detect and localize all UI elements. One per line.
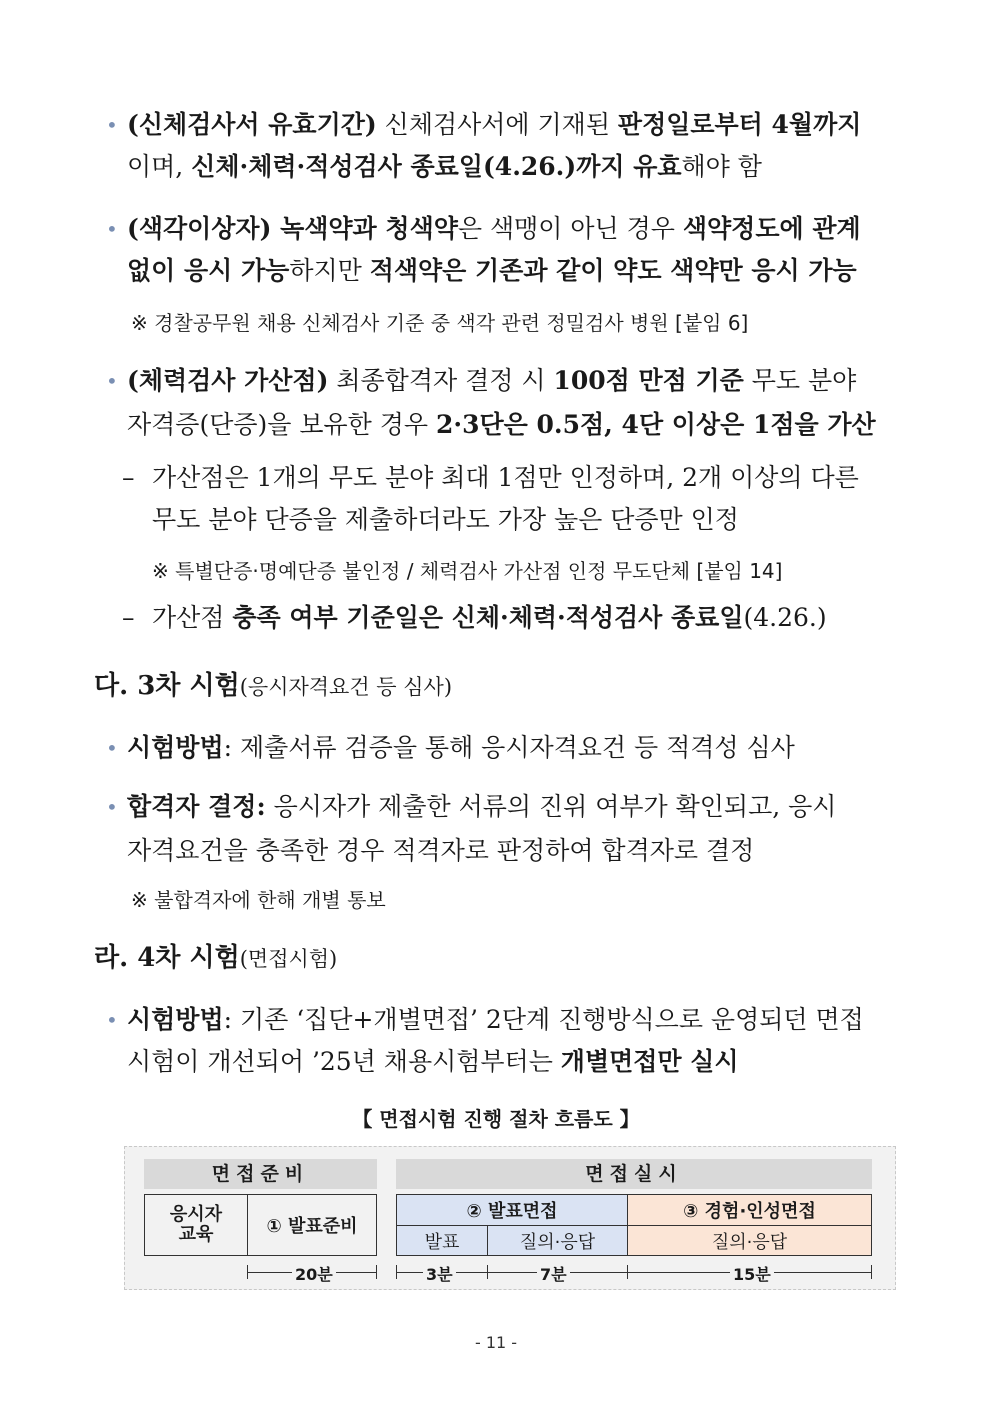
bullet-dot: • (106, 113, 118, 137)
tick (487, 1265, 488, 1279)
b3-dash2 (152, 601, 827, 635)
bullet-dot: • (106, 1008, 118, 1032)
b1-bold2: 판정일로부터 4월까지 (617, 110, 862, 139)
b3-d2-text2: (4.26.) (743, 603, 827, 632)
b3-line1 (127, 364, 856, 398)
b2-note (131, 309, 748, 337)
edu-label-1: 응시자 (169, 1204, 223, 1225)
b2-l2-text: 하지만 (289, 256, 370, 285)
dash-mark: – (122, 603, 135, 632)
b1-l2-text2: 해야 함 (681, 152, 762, 181)
b3-d2-text: 가산점 (152, 603, 233, 632)
section-ra-title: 라. 4차 시험 (94, 943, 240, 973)
section-da-heading (94, 668, 452, 705)
note-mark: ※ (131, 311, 148, 335)
da-note-text: 불합격자에 한해 개별 통보 (154, 888, 386, 912)
section-da-title: 다. 3차 시험 (94, 671, 240, 701)
tick (627, 1265, 628, 1279)
b3-l2-bold: 2·3단은 0.5점, 4단 이상은 1점을 가산 (436, 410, 876, 439)
b3-dash1-line1: 가산점은 1개의 무도 분야 최대 1점만 인정하며, 2개 이상의 다른 (152, 463, 859, 492)
bullet-dot: • (106, 795, 118, 819)
time-15: 15분 (730, 1262, 774, 1285)
time-20: 20분 (292, 1262, 336, 1285)
tick (247, 1265, 248, 1279)
b3-note (152, 557, 782, 585)
da-note (131, 886, 386, 914)
da-pass-bold: 합격자 결정: (127, 792, 266, 821)
tick (396, 1265, 397, 1279)
note-mark: ※ (152, 559, 169, 583)
b1-l2-text: 이며, (127, 152, 192, 181)
b2-line2 (127, 254, 857, 288)
b3-note-text: 특별단증·명예단증 불인정 / 체력검사 가산점 인정 무도단체 [붙임 14] (175, 559, 783, 583)
b3-text2: 무도 분야 (743, 366, 857, 395)
ra-method-l2-bold: 개별면접만 실시 (560, 1047, 739, 1076)
step2-cell: ② 발표면접 (396, 1194, 628, 1226)
ra-method-l2-text: 시험이 개선되어 ’25년 채용시험부터는 (127, 1047, 561, 1076)
da-pass-text: 응시자가 제출한 서류의 진위 여부가 확인되고, 응시 (265, 792, 837, 821)
page-number: - 11 - (474, 1333, 518, 1352)
b1-bold: (신체검사서 유효기간) (127, 110, 377, 139)
step3-cell: ③ 경험·인성면접 (627, 1194, 872, 1226)
ra-method-line2 (127, 1045, 739, 1079)
bullet-dot: • (106, 217, 118, 241)
b1-line2 (127, 150, 762, 184)
flow-chart (124, 1146, 896, 1290)
b2-note-text: 경찰공무원 채용 신체검사 기준 중 색각 관련 정밀검사 병원 [붙임 6] (154, 311, 749, 335)
sub-qa3-cell: 질의·응답 (627, 1225, 872, 1256)
step1-cell: ① 발표준비 (247, 1194, 377, 1256)
ra-method-bold: 시험방법 (127, 1005, 224, 1034)
b2-l2-bold2: 적색약은 기존과 같이 약도 색약만 응시 가능 (369, 256, 857, 285)
b1-l2-bold: 신체·체력·적성검사 종료일(4.26.)까지 유효 (191, 152, 682, 181)
sub-qa-cell: 질의·응답 (487, 1225, 628, 1256)
da-pass-line2: 자격요건을 충족한 경우 적격자로 판정하여 합격자로 결정 (127, 836, 755, 865)
section-da-sub: (응시자격요건 등 심사) (239, 675, 453, 699)
tick (871, 1265, 872, 1279)
b3-l2-text: 자격증(단증)을 보유한 경우 (127, 410, 436, 439)
sub-present-cell: 발표 (396, 1225, 488, 1256)
bullet-dot: • (106, 369, 118, 393)
b2-bold: (색각이상자) 녹색약과 청색약 (127, 214, 458, 243)
b3-dash1-line2: 무도 분야 단증을 제출하더라도 가장 높은 단증만 인정 (152, 505, 739, 534)
b3-d2-bold: 충족 여부 기준일은 신체·체력·적성검사 종료일 (232, 603, 744, 632)
dash-mark: – (122, 463, 135, 492)
flow-title: 【 면접시험 진행 절차 흐름도 】 (352, 1107, 640, 1131)
edu-label-2: 교육 (178, 1224, 214, 1245)
bullet-dot: • (106, 736, 118, 760)
note-mark: ※ (131, 888, 148, 912)
da-pass-line1 (127, 790, 836, 824)
tick (376, 1265, 377, 1279)
b1-text: 신체검사서에 기재된 (376, 110, 618, 139)
da-method-bold: 시험방법 (127, 733, 224, 762)
exec-header: 면접실시 (396, 1159, 872, 1189)
b2-bold2: 색약정도에 관계 (682, 214, 861, 243)
b2-l2-bold: 없이 응시 가능 (127, 256, 290, 285)
timeline-exec (396, 1272, 872, 1273)
b2-line1 (127, 212, 861, 246)
b3-bold2: 100점 만점 기준 (553, 366, 744, 395)
edu-cell (144, 1194, 248, 1256)
ra-method-line1 (127, 1003, 864, 1037)
time-7: 7분 (537, 1262, 570, 1285)
da-method-line (127, 731, 795, 765)
prep-header: 면접준비 (144, 1159, 377, 1189)
ra-method-text: : 기존 ‘집단+개별면접’ 2단계 진행방식으로 운영되던 면접 (223, 1005, 864, 1034)
section-ra-heading (94, 940, 337, 977)
section-ra-sub: (면접시험) (239, 947, 338, 971)
b3-text: 최종합격자 결정 시 (328, 366, 554, 395)
b2-text: 은 색맹이 아닌 경우 (457, 214, 683, 243)
time-3: 3분 (423, 1262, 456, 1285)
da-method-text: : 제출서류 검증을 통해 응시자격요건 등 적격성 심사 (223, 733, 795, 762)
b3-bold: (체력검사 가산점) (127, 366, 329, 395)
b3-line2 (127, 408, 876, 442)
b1-line1 (127, 108, 861, 142)
